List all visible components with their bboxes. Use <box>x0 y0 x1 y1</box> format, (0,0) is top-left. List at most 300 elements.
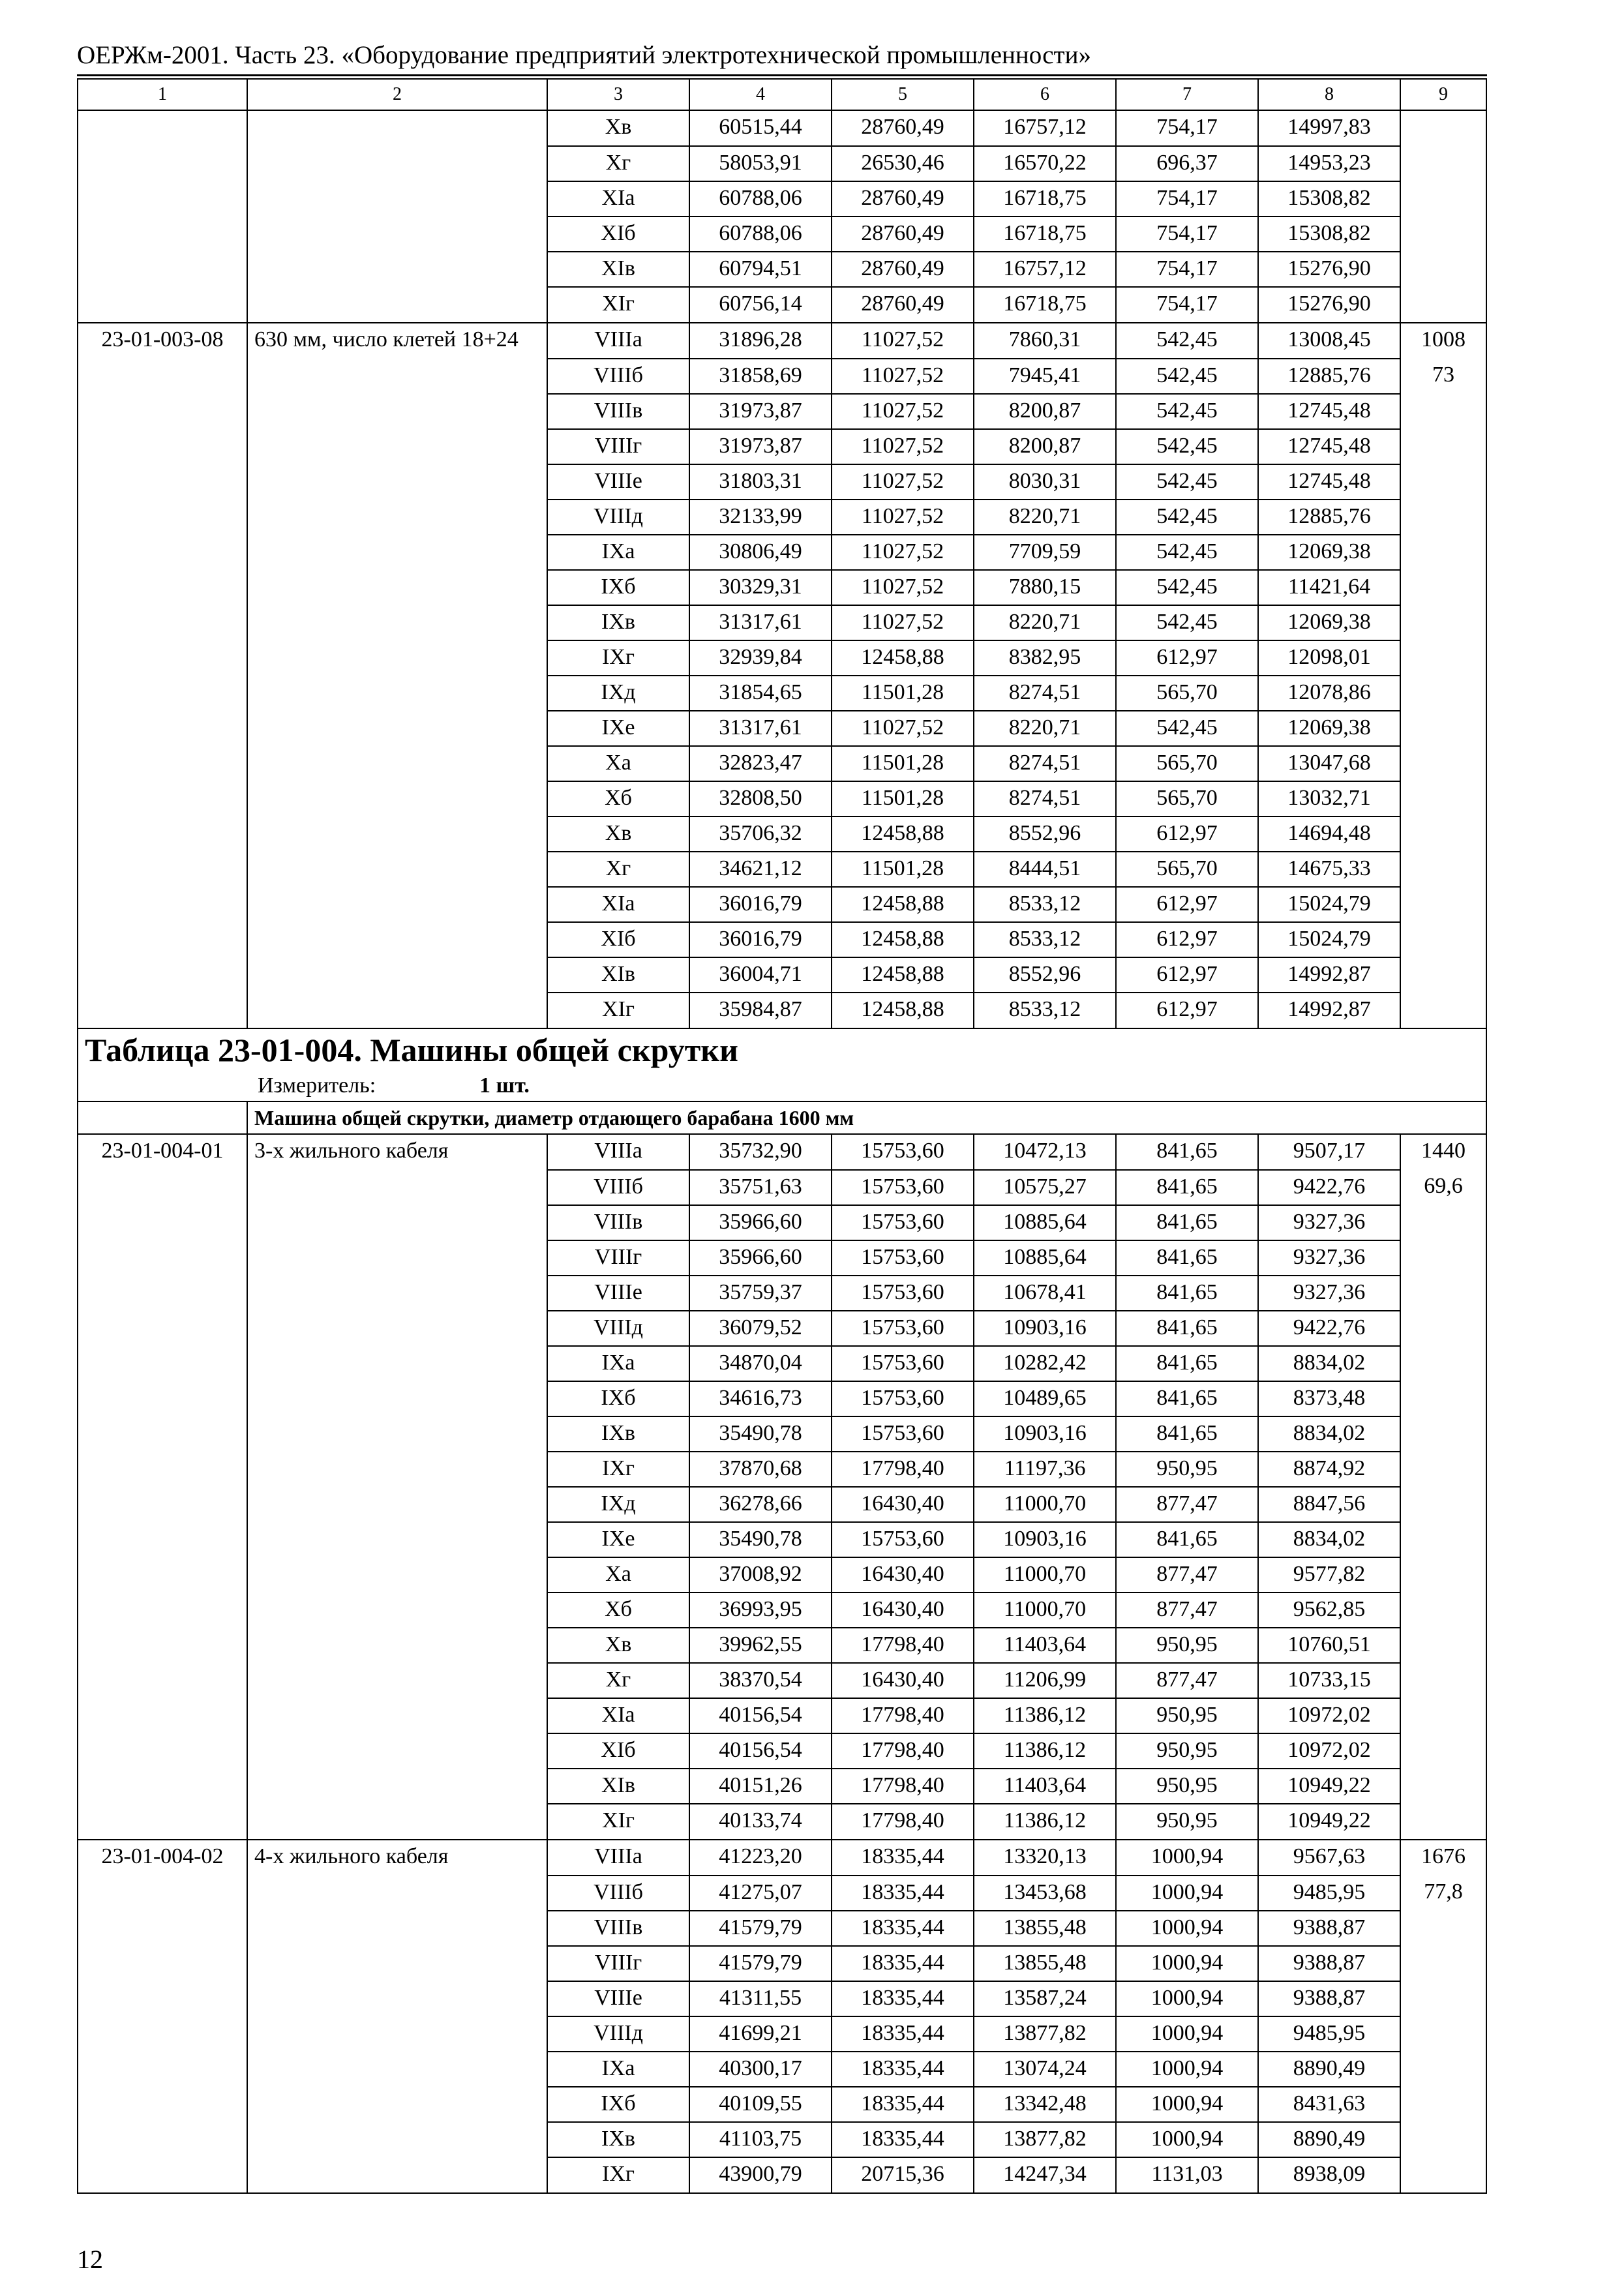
extra-cell <box>1400 1593 1486 1628</box>
extra-cell: 77,8 <box>1400 1876 1486 1911</box>
value-cell: 10575,27 <box>974 1170 1116 1205</box>
code-cell <box>78 1769 247 1804</box>
code-cell <box>78 1593 247 1628</box>
value-cell: 8533,12 <box>974 922 1116 957</box>
extra-cell <box>1400 1381 1486 1416</box>
value-cell: 10903,16 <box>974 1311 1116 1346</box>
extra-cell <box>1400 1276 1486 1311</box>
value-cell: 10472,13 <box>974 1134 1116 1170</box>
name-cell <box>247 1981 547 2016</box>
table-row <box>78 1663 1486 1698</box>
value-cell: 12458,88 <box>832 640 974 676</box>
subtitle-cell: Машина общей скрутки, диаметр отдающего барабана 1600 мм <box>247 1101 1486 1134</box>
value-cell: 35966,60 <box>689 1240 832 1276</box>
value-cell: 8373,48 <box>1258 1381 1400 1416</box>
column-number: 2 <box>247 79 547 110</box>
table-row <box>78 570 1486 605</box>
value-cell: 8220,71 <box>974 605 1116 640</box>
name-cell <box>247 1205 547 1240</box>
name-cell: 3-х жильного кабеля <box>247 1134 547 1170</box>
table-row <box>78 711 1486 746</box>
value-cell: 10282,42 <box>974 1346 1116 1381</box>
value-cell: 9422,76 <box>1258 1311 1400 1346</box>
code-cell <box>78 1346 247 1381</box>
value-cell: 11403,64 <box>974 1628 1116 1663</box>
value-cell: 43900,79 <box>689 2157 832 2193</box>
extra-cell <box>1400 1452 1486 1487</box>
zone-cell: VIIIб <box>547 359 689 394</box>
table-row <box>78 1840 1486 1876</box>
code-cell <box>78 394 247 429</box>
value-cell: 7709,59 <box>974 535 1116 570</box>
zone-cell: ХIв <box>547 957 689 993</box>
name-cell <box>247 676 547 711</box>
value-cell: 10733,15 <box>1258 1663 1400 1698</box>
extra-cell <box>1400 287 1486 323</box>
extra-cell <box>1400 464 1486 500</box>
zone-cell: ХIг <box>547 993 689 1028</box>
zone-cell: Хб <box>547 781 689 816</box>
value-cell: 612,97 <box>1116 816 1258 852</box>
value-cell: 17798,40 <box>832 1804 974 1840</box>
value-cell: 11386,12 <box>974 1698 1116 1733</box>
zone-cell: ХIб <box>547 922 689 957</box>
value-cell: 15753,60 <box>832 1276 974 1311</box>
name-cell <box>247 500 547 535</box>
value-cell: 40156,54 <box>689 1733 832 1769</box>
value-cell: 754,17 <box>1116 252 1258 287</box>
zone-cell: ХIб <box>547 1733 689 1769</box>
zone-cell: IХб <box>547 1381 689 1416</box>
table-row <box>78 500 1486 535</box>
value-cell: 12458,88 <box>832 922 974 957</box>
code-cell <box>78 676 247 711</box>
value-cell: 8220,71 <box>974 500 1116 535</box>
value-cell: 36004,71 <box>689 957 832 993</box>
code-cell <box>78 1170 247 1205</box>
extra-cell <box>1400 1346 1486 1381</box>
value-cell: 950,95 <box>1116 1769 1258 1804</box>
value-cell: 32939,84 <box>689 640 832 676</box>
value-cell: 565,70 <box>1116 746 1258 781</box>
table-row <box>78 2052 1486 2087</box>
value-cell: 35759,37 <box>689 1276 832 1311</box>
table-row <box>78 110 1486 146</box>
value-cell: 40300,17 <box>689 2052 832 2087</box>
extra-cell <box>1400 1557 1486 1593</box>
code-cell <box>78 1804 247 1840</box>
value-cell: 565,70 <box>1116 676 1258 711</box>
zone-cell: VIIIб <box>547 1170 689 1205</box>
value-cell: 13342,48 <box>974 2087 1116 2122</box>
table-title-row <box>78 1028 1486 1071</box>
name-cell <box>247 2016 547 2052</box>
extra-cell: 1008 <box>1400 323 1486 359</box>
value-cell: 8834,02 <box>1258 1522 1400 1557</box>
value-cell: 9567,63 <box>1258 1840 1400 1876</box>
price-table <box>77 78 1487 2194</box>
value-cell: 16430,40 <box>832 1663 974 1698</box>
extra-cell <box>1400 887 1486 922</box>
table-row <box>78 816 1486 852</box>
value-cell: 16757,12 <box>974 110 1116 146</box>
value-cell: 15753,60 <box>832 1522 974 1557</box>
value-cell: 11000,70 <box>974 1487 1116 1522</box>
table-row <box>78 1381 1486 1416</box>
value-cell: 12458,88 <box>832 887 974 922</box>
extra-cell <box>1400 217 1486 252</box>
value-cell: 10760,51 <box>1258 1628 1400 1663</box>
extra-cell <box>1400 535 1486 570</box>
code-cell <box>78 922 247 957</box>
value-cell: 35984,87 <box>689 993 832 1028</box>
code-cell <box>78 110 247 146</box>
value-cell: 15308,82 <box>1258 217 1400 252</box>
value-cell: 30806,49 <box>689 535 832 570</box>
name-cell <box>247 570 547 605</box>
value-cell: 41275,07 <box>689 1876 832 1911</box>
zone-cell: Ха <box>547 1557 689 1593</box>
value-cell: 11027,52 <box>832 323 974 359</box>
name-cell <box>247 1240 547 1276</box>
value-cell: 7945,41 <box>974 359 1116 394</box>
code-cell <box>78 816 247 852</box>
value-cell: 28760,49 <box>832 217 974 252</box>
zone-cell: IХг <box>547 2157 689 2193</box>
name-cell <box>247 2087 547 2122</box>
code-cell <box>78 464 247 500</box>
value-cell: 13008,45 <box>1258 323 1400 359</box>
value-cell: 41699,21 <box>689 2016 832 2052</box>
table-row <box>78 781 1486 816</box>
value-cell: 11000,70 <box>974 1557 1116 1593</box>
table-title: Таблица 23-01-004. Машины общей скрутки <box>78 1028 1486 1071</box>
table-row <box>78 217 1486 252</box>
value-cell: 10678,41 <box>974 1276 1116 1311</box>
value-cell: 13855,48 <box>974 1946 1116 1981</box>
value-cell: 9422,76 <box>1258 1170 1400 1205</box>
value-cell: 11197,36 <box>974 1452 1116 1487</box>
code-cell <box>78 1522 247 1557</box>
extra-cell <box>1400 1416 1486 1452</box>
extra-cell: 1440 <box>1400 1134 1486 1170</box>
value-cell: 17798,40 <box>832 1452 974 1487</box>
value-cell: 38370,54 <box>689 1663 832 1698</box>
value-cell: 28760,49 <box>832 252 974 287</box>
column-number: 1 <box>78 79 247 110</box>
zone-cell: IХд <box>547 676 689 711</box>
value-cell: 18335,44 <box>832 2122 974 2157</box>
value-cell: 10903,16 <box>974 1522 1116 1557</box>
zone-cell: ХIа <box>547 181 689 217</box>
zone-cell: IХб <box>547 2087 689 2122</box>
value-cell: 41579,79 <box>689 1946 832 1981</box>
code-cell <box>78 1911 247 1946</box>
extra-cell <box>1400 922 1486 957</box>
zone-cell: VIIIб <box>547 1876 689 1911</box>
value-cell: 8938,09 <box>1258 2157 1400 2193</box>
table-row <box>78 922 1486 957</box>
value-cell: 17798,40 <box>832 1698 974 1733</box>
value-cell: 8834,02 <box>1258 1346 1400 1381</box>
code-cell <box>78 181 247 217</box>
zone-cell: VIIIд <box>547 2016 689 2052</box>
value-cell: 8274,51 <box>974 746 1116 781</box>
zone-cell: Хг <box>547 146 689 181</box>
table-row <box>78 957 1486 993</box>
extra-cell: 73 <box>1400 359 1486 394</box>
name-cell <box>247 429 547 464</box>
value-cell: 542,45 <box>1116 535 1258 570</box>
table-row <box>78 1487 1486 1522</box>
value-cell: 13855,48 <box>974 1911 1116 1946</box>
table-row <box>78 1733 1486 1769</box>
value-cell: 35751,63 <box>689 1170 832 1205</box>
value-cell: 1000,94 <box>1116 2087 1258 2122</box>
zone-cell: IХе <box>547 1522 689 1557</box>
column-number: 6 <box>974 79 1116 110</box>
column-number: 5 <box>832 79 974 110</box>
value-cell: 16570,22 <box>974 146 1116 181</box>
code-cell <box>78 146 247 181</box>
blank-cell <box>78 1101 247 1134</box>
value-cell: 8834,02 <box>1258 1416 1400 1452</box>
value-cell: 10885,64 <box>974 1240 1116 1276</box>
zone-cell: Хг <box>547 1663 689 1698</box>
table-row <box>78 2157 1486 2193</box>
zone-cell: IХг <box>547 1452 689 1487</box>
table-body <box>78 79 1486 2193</box>
zone-cell: VIIIа <box>547 323 689 359</box>
value-cell: 12078,86 <box>1258 676 1400 711</box>
name-cell <box>247 110 547 146</box>
value-cell: 950,95 <box>1116 1804 1258 1840</box>
value-cell: 754,17 <box>1116 110 1258 146</box>
value-cell: 1000,94 <box>1116 1876 1258 1911</box>
value-cell: 542,45 <box>1116 711 1258 746</box>
table-row <box>78 359 1486 394</box>
name-cell <box>247 922 547 957</box>
value-cell: 11027,52 <box>832 429 974 464</box>
extra-cell <box>1400 1981 1486 2016</box>
extra-cell <box>1400 852 1486 887</box>
value-cell: 10949,22 <box>1258 1769 1400 1804</box>
value-cell: 542,45 <box>1116 429 1258 464</box>
zone-cell: Хб <box>547 1593 689 1628</box>
value-cell: 15753,60 <box>832 1416 974 1452</box>
code-cell <box>78 1487 247 1522</box>
zone-cell: VIIIв <box>547 1911 689 1946</box>
extra-cell <box>1400 1240 1486 1276</box>
value-cell: 9507,17 <box>1258 1134 1400 1170</box>
table-row <box>78 1876 1486 1911</box>
value-cell: 11027,52 <box>832 500 974 535</box>
value-cell: 612,97 <box>1116 957 1258 993</box>
extra-cell <box>1400 816 1486 852</box>
value-cell: 9327,36 <box>1258 1205 1400 1240</box>
value-cell: 28760,49 <box>832 287 974 323</box>
zone-cell: IХб <box>547 570 689 605</box>
name-cell <box>247 146 547 181</box>
value-cell: 8382,95 <box>974 640 1116 676</box>
value-cell: 39962,55 <box>689 1628 832 1663</box>
value-cell: 877,47 <box>1116 1557 1258 1593</box>
value-cell: 754,17 <box>1116 217 1258 252</box>
value-cell: 11000,70 <box>974 1593 1116 1628</box>
extra-cell <box>1400 570 1486 605</box>
value-cell: 41103,75 <box>689 2122 832 2157</box>
value-cell: 16430,40 <box>832 1593 974 1628</box>
extra-cell <box>1400 1946 1486 1981</box>
value-cell: 8431,63 <box>1258 2087 1400 2122</box>
value-cell: 8200,87 <box>974 394 1116 429</box>
extra-cell <box>1400 2016 1486 2052</box>
extra-cell: 69,6 <box>1400 1170 1486 1205</box>
zone-cell: VIIIд <box>547 500 689 535</box>
name-cell <box>247 1452 547 1487</box>
value-cell: 754,17 <box>1116 181 1258 217</box>
table-row <box>78 323 1486 359</box>
value-cell: 16757,12 <box>974 252 1116 287</box>
value-cell: 612,97 <box>1116 922 1258 957</box>
value-cell: 14675,33 <box>1258 852 1400 887</box>
code-cell <box>78 2157 247 2193</box>
value-cell: 8890,49 <box>1258 2052 1400 2087</box>
extra-cell <box>1400 1487 1486 1522</box>
zone-cell: Хв <box>547 110 689 146</box>
value-cell: 14247,34 <box>974 2157 1116 2193</box>
name-cell <box>247 1311 547 1346</box>
value-cell: 18335,44 <box>832 1981 974 2016</box>
value-cell: 10972,02 <box>1258 1733 1400 1769</box>
value-cell: 8874,92 <box>1258 1452 1400 1487</box>
name-cell <box>247 181 547 217</box>
code-cell <box>78 1663 247 1698</box>
value-cell: 31858,69 <box>689 359 832 394</box>
value-cell: 612,97 <box>1116 887 1258 922</box>
value-cell: 13587,24 <box>974 1981 1116 2016</box>
value-cell: 14953,23 <box>1258 146 1400 181</box>
value-cell: 31317,61 <box>689 711 832 746</box>
value-cell: 37870,68 <box>689 1452 832 1487</box>
value-cell: 41579,79 <box>689 1911 832 1946</box>
name-cell <box>247 2052 547 2087</box>
zone-cell: ХIг <box>547 287 689 323</box>
table-row <box>78 1205 1486 1240</box>
value-cell: 11027,52 <box>832 711 974 746</box>
zone-cell: VIIIд <box>547 1311 689 1346</box>
table-row <box>78 535 1486 570</box>
value-cell: 30329,31 <box>689 570 832 605</box>
value-cell: 11027,52 <box>832 605 974 640</box>
table-row <box>78 1593 1486 1628</box>
code-cell <box>78 1381 247 1416</box>
column-number-row <box>78 79 1486 110</box>
value-cell: 13032,71 <box>1258 781 1400 816</box>
value-cell: 35966,60 <box>689 1205 832 1240</box>
table-row <box>78 1628 1486 1663</box>
code-cell <box>78 1557 247 1593</box>
extra-cell <box>1400 781 1486 816</box>
value-cell: 12458,88 <box>832 993 974 1028</box>
value-cell: 565,70 <box>1116 781 1258 816</box>
value-cell: 542,45 <box>1116 605 1258 640</box>
code-cell <box>78 359 247 394</box>
extra-cell <box>1400 711 1486 746</box>
value-cell: 35706,32 <box>689 816 832 852</box>
value-cell: 11027,52 <box>832 464 974 500</box>
code-cell <box>78 1733 247 1769</box>
table-row <box>78 1804 1486 1840</box>
zone-cell: IХа <box>547 535 689 570</box>
extra-cell <box>1400 1698 1486 1733</box>
value-cell: 26530,46 <box>832 146 974 181</box>
value-cell: 15753,60 <box>832 1311 974 1346</box>
value-cell: 12458,88 <box>832 957 974 993</box>
value-cell: 11501,28 <box>832 852 974 887</box>
name-cell <box>247 993 547 1028</box>
extra-cell <box>1400 146 1486 181</box>
column-number: 4 <box>689 79 832 110</box>
extra-cell <box>1400 993 1486 1028</box>
zone-cell: IХе <box>547 711 689 746</box>
extra-cell <box>1400 252 1486 287</box>
value-cell: 841,65 <box>1116 1276 1258 1311</box>
value-cell: 18335,44 <box>832 2016 974 2052</box>
name-cell <box>247 1876 547 1911</box>
value-cell: 1000,94 <box>1116 2122 1258 2157</box>
value-cell: 13074,24 <box>974 2052 1116 2087</box>
value-cell: 15753,60 <box>832 1134 974 1170</box>
value-cell: 17798,40 <box>832 1628 974 1663</box>
value-cell: 13877,82 <box>974 2016 1116 2052</box>
value-cell: 15753,60 <box>832 1346 974 1381</box>
value-cell: 9485,95 <box>1258 2016 1400 2052</box>
value-cell: 8552,96 <box>974 816 1116 852</box>
value-cell: 14997,83 <box>1258 110 1400 146</box>
name-cell: 630 мм, число клетей 18+24 <box>247 323 547 359</box>
value-cell: 1000,94 <box>1116 1981 1258 2016</box>
table-row <box>78 1346 1486 1381</box>
value-cell: 877,47 <box>1116 1663 1258 1698</box>
name-cell <box>247 464 547 500</box>
name-cell <box>247 957 547 993</box>
value-cell: 31973,87 <box>689 394 832 429</box>
extra-cell <box>1400 429 1486 464</box>
table-row <box>78 1911 1486 1946</box>
value-cell: 15753,60 <box>832 1381 974 1416</box>
header-rule <box>77 74 1487 76</box>
table-row <box>78 2016 1486 2052</box>
table-row <box>78 852 1486 887</box>
code-cell <box>78 605 247 640</box>
code-cell <box>78 570 247 605</box>
extra-cell <box>1400 1522 1486 1557</box>
value-cell: 13320,13 <box>974 1840 1116 1876</box>
value-cell: 1000,94 <box>1116 2052 1258 2087</box>
code-cell <box>78 1452 247 1487</box>
extra-cell <box>1400 2157 1486 2193</box>
zone-cell: VIIIе <box>547 1276 689 1311</box>
zone-cell: VIIIе <box>547 1981 689 2016</box>
extra-cell <box>1400 957 1486 993</box>
value-cell: 36993,95 <box>689 1593 832 1628</box>
zone-cell: Ха <box>547 746 689 781</box>
column-number: 7 <box>1116 79 1258 110</box>
name-cell <box>247 252 547 287</box>
measure-row <box>78 1071 1486 1101</box>
zone-cell: IХв <box>547 605 689 640</box>
